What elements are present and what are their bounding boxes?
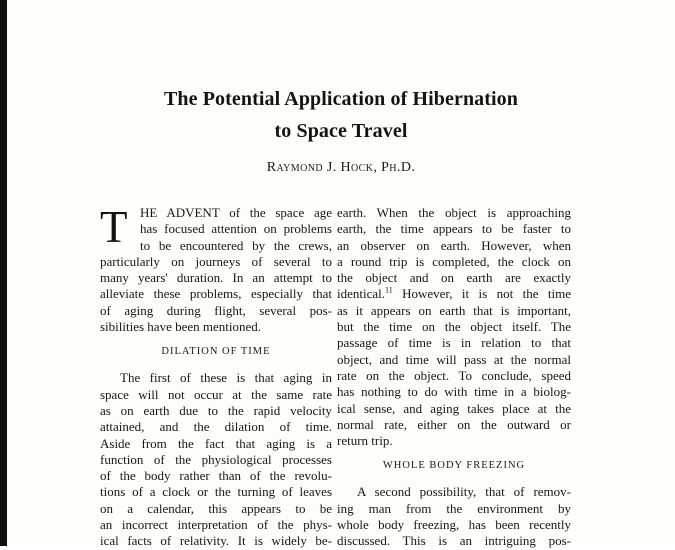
body-line: an incorrect interpretation of the phys- [100,517,332,533]
article-author: Raymond J. Hock, Ph.D. [266,160,416,175]
body-line: of the body rather than of the revolu- [100,468,332,484]
body-line: has nothing to do with time in a biolog- [337,384,571,400]
body-line: normal rate, either on the outward or [337,416,571,432]
body-line: ing man from the environment by [337,500,571,516]
body-line: but the time on the object itself. The [337,319,571,335]
body-line: Aside from the fact that aging is a [100,435,332,451]
body-line: many years' duration. In an attempt to [100,270,332,286]
body-line: ical sense, and aging takes place at the [337,400,571,416]
body-line: A second possibility, that of remov- [357,484,571,500]
body-line: on a calendar, this appears to be [100,500,332,516]
body-line: as it appears on earth that is important, [337,302,571,318]
body-line: has focused attention on problems [140,221,332,237]
body-line: HE ADVENT of the space age [140,205,332,220]
body-line: passage of time is in relation to that [337,335,571,351]
right-column [337,205,571,550]
body-line: whole body freezing, has been recently [337,517,571,533]
body-line: tions of a clock or the turning of leaves [100,484,332,500]
left-column [100,202,332,550]
drop-cap: T [100,202,128,252]
body-line: as on earth due to the rapid velocity [100,402,332,418]
body-line: a round trip is completed, the clock on [337,253,571,269]
body-line: earth, the time appears to be faster to [337,221,571,237]
body-text: identical. [337,286,386,302]
body-line: sibilities have been mentioned. [100,319,262,335]
body-line: discussed. This is an intriguing pos- [337,533,571,549]
body-line-with-footnote [337,286,571,302]
body-line: earth. When the object is approaching [337,205,571,220]
section-heading-dilation-of-time: DILATION OF TIME [161,346,271,358]
body-line: function of the physiological processes [100,451,332,467]
body-line: rate on the object. To conclude, speed [337,367,571,383]
scan-edge-shadow [0,0,7,546]
body-line: object, and time will pass at the normal [337,351,571,367]
journal-page [7,0,675,549]
body-line: the object and on earth are exactly [337,270,571,286]
body-text: However, it is not the time [392,286,571,302]
article-title-line-1: The Potential Application of Hibernation [163,88,519,110]
body-line: to be encountered by the crews, [140,237,332,253]
body-line: particularly on journeys of several to [100,253,332,269]
body-line: attained, and the dilation of time. [100,419,332,435]
body-line: alleviate these problems, especially that [100,286,332,302]
body-line: return trip. [337,433,393,449]
body-line: of aging during flight, several pos- [100,302,332,318]
body-line: The first of these is that aging in [120,370,332,386]
section-heading-whole-body-freezing: WHOLE BODY FREEZING [382,460,526,472]
footnote-marker: 11 [385,286,393,296]
body-line: an observer on earth. However, when [337,237,571,253]
article-title-line-2: to Space Travel [274,120,408,142]
body-line: space will not occur at the same rate [100,386,332,402]
body-line: ical facts of relativity. It is widely be- [100,533,332,549]
